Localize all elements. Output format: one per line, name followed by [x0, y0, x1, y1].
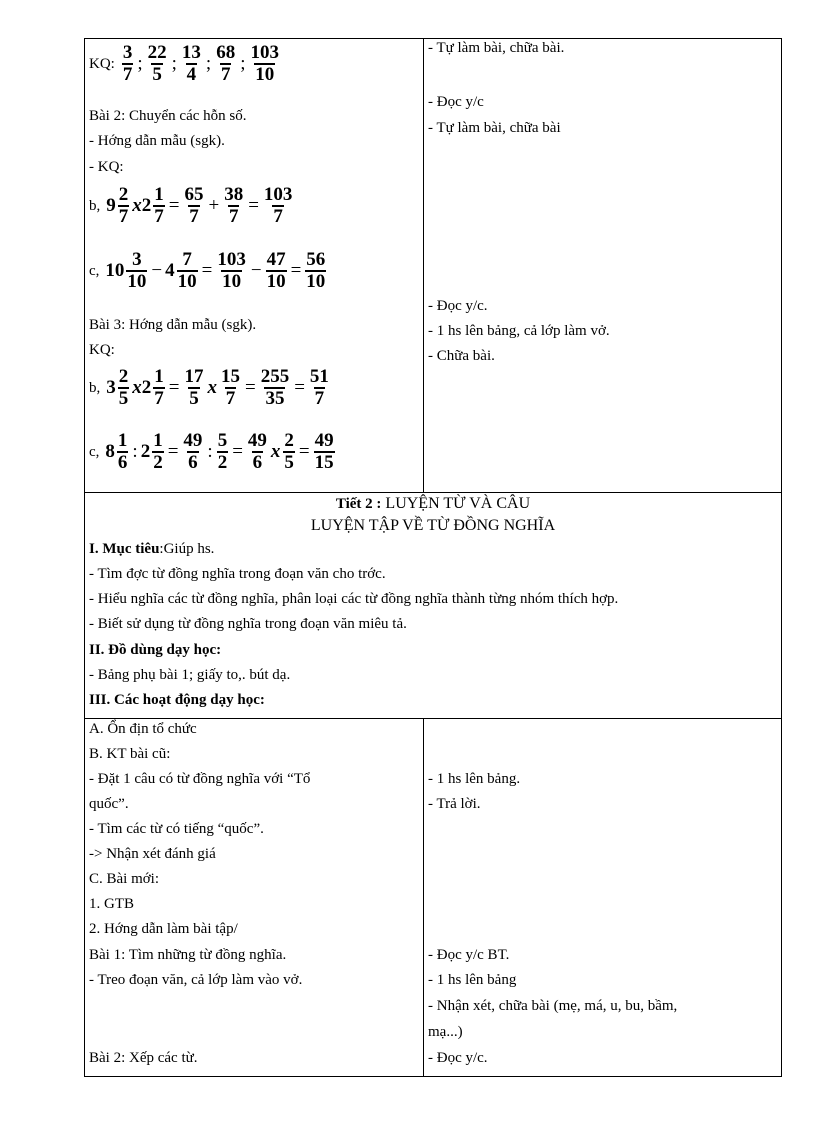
activity-item: - Treo đoạn văn, cả lớp làm vào vở. — [89, 972, 303, 988]
activity-item: Bài 2: Xếp các từ. — [89, 1050, 198, 1066]
huongdan-text: - Hớng dẫn mẫu (sgk). — [89, 133, 225, 149]
math-left-column — [85, 39, 424, 492]
right-note: - Đọc y/c — [428, 94, 484, 110]
kq-result-1: KQ: $\frac{3}{7}$ ; $\frac{22}{5}$ ; $\frac{13}{4}$ ; $\frac{68}{7}$ ; $\frac{103}{10}$ — [89, 42, 279, 85]
dodung-heading: II. Đồ dùng dạy học: — [89, 642, 222, 658]
response-item: - Trả lời. — [428, 796, 481, 812]
fraction: $\frac{103}{10}$ — [250, 42, 279, 85]
muctieu-line: I. Mục tiêu:Giúp hs. — [89, 541, 215, 557]
activities-left-column — [85, 719, 424, 1076]
right-note: - 1 hs lên bảng, cả lớp làm vở. — [428, 323, 610, 339]
fraction: $\frac{3}{7}$ — [122, 42, 133, 85]
activity-item: 1. GTB — [89, 896, 134, 912]
lesson-heading: Tiết 2 : LUYỆN TỪ VÀ CÂU — [335, 495, 531, 512]
equation-b-bai2: b, 9 $\frac{2}{7}$ x 2 $\frac{1}{7}$ = $\frac{65}{7}$ + $\frac{38}{7}$ = $\frac{103}{7}$ — [89, 184, 293, 227]
fraction: $\frac{68}{7}$ — [216, 42, 236, 85]
response-item: - Đọc y/c. — [428, 1050, 488, 1066]
right-note: - Chữa bài. — [428, 348, 495, 364]
bai3-text: Bài 3: Hớng dẫn mẫu (sgk). — [89, 317, 257, 333]
activity-item: B. KT bài cũ: — [89, 746, 171, 762]
goal-item: - Tìm đợc từ đồng nghĩa trong đoạn văn cho trớc. — [89, 566, 386, 582]
right-note: - Đọc y/c. — [428, 298, 488, 314]
equation-c-bai2: c, 10 $\frac{3}{10}$ − 4 $\frac{7}{10}$ = $\frac{103}{10}$ − $\frac{47}{10}$ = $\frac{56}{10}$ — [89, 249, 326, 292]
right-note: - Tự làm bài, chữa bài — [428, 120, 561, 136]
response-item: - Nhận xét, chữa bài (mẹ, má, u, bu, bầm, — [428, 998, 678, 1014]
kq3-text: KQ: — [89, 342, 115, 358]
response-item: - Đọc y/c BT. — [428, 947, 510, 963]
response-item: - 1 hs lên bảng — [428, 972, 517, 988]
activity-item: 2. Hớng dẫn làm bài tập/ — [89, 921, 238, 937]
math-right-column — [424, 39, 781, 492]
kq-label: KQ: — [89, 56, 115, 72]
right-note: - Tự làm bài, chữa bài. — [428, 40, 565, 56]
activity-item: Bài 1: Tìm những từ đồng nghĩa. — [89, 947, 287, 963]
response-item: - 1 hs lên bảng. — [428, 771, 521, 787]
activities-section — [84, 719, 782, 1077]
kq2-text: - KQ: — [89, 159, 124, 175]
equation-b-bai3: b, 3 $\frac{2}{5}$ x 2 $\frac{1}{7}$ = $\frac{17}{5}$ x $\frac{15}{7}$ = $\frac{255}{35}$ = $\frac{51}{7}$ — [89, 366, 329, 409]
fraction: $\frac{13}{4}$ — [181, 42, 201, 85]
response-item: mạ...) — [428, 1024, 463, 1040]
math-section — [84, 38, 782, 493]
equation-c-bai3: c, 8 $\frac{1}{6}$ : 2 $\frac{1}{2}$ = $\frac{49}{6}$ : $\frac{5}{2}$ = $\frac{49}{6}$ x $\frac{2}{5}$ = $\frac{49}{15}$ — [89, 430, 334, 473]
bai2-text: Bài 2: Chuyển các hỗn số. — [89, 108, 247, 124]
lesson-info-section — [84, 493, 782, 719]
activity-item: C. Bài mới: — [89, 871, 160, 887]
goal-item: - Hiểu nghĩa các từ đồng nghĩa, phân loại các từ đồng nghĩa thành từng nhóm thích hợp. — [89, 591, 619, 607]
hoatdong-heading: III. Các hoạt động dạy học: — [89, 692, 265, 708]
goal-item: - Biết sử dụng từ đồng nghĩa trong đoạn văn miêu tả. — [89, 616, 407, 632]
lesson-title: LUYỆN TẬP VỀ TỪ ĐỒNG NGHĨA — [310, 517, 556, 534]
activity-item: -> Nhận xét đánh giá — [89, 846, 216, 862]
activity-item: - Tìm các từ có tiếng “quốc”. — [89, 821, 264, 837]
activities-right-column — [424, 719, 781, 1076]
activity-item: A. Ổn địn tổ chức — [89, 721, 197, 737]
activity-item: quốc”. — [89, 796, 129, 812]
fraction: $\frac{22}{5}$ — [147, 42, 167, 85]
activity-item: - Đặt 1 câu có từ đồng nghĩa với “Tổ — [89, 771, 311, 787]
dodung-text: - Bảng phụ bài 1; giấy to,. bút dạ. — [89, 667, 291, 683]
